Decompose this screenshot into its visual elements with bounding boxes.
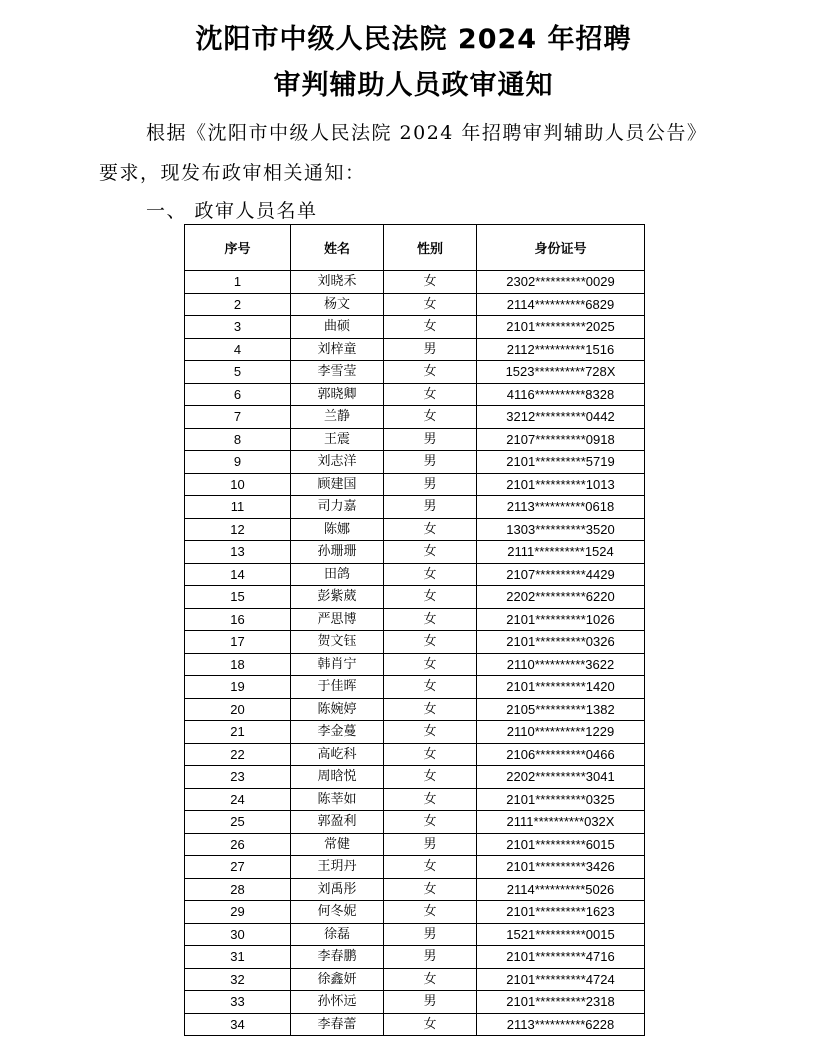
cell-name: 李雪莹 — [291, 361, 384, 384]
table-row — [185, 901, 645, 924]
cell-name: 兰静 — [291, 406, 384, 429]
cell-id-number: 2101**********3426 — [477, 856, 645, 879]
cell-name: 徐鑫妍 — [291, 968, 384, 991]
cell-id-number: 2202**********6220 — [477, 586, 645, 609]
cell-number: 24 — [185, 788, 291, 811]
cell-name: 彭紫葳 — [291, 586, 384, 609]
cell-number: 30 — [185, 923, 291, 946]
header-number: 序号 — [185, 225, 291, 271]
intro-paragraph-line-2: 要求，现发布政审相关通知： — [99, 162, 366, 184]
table-header-row — [185, 225, 645, 271]
table-row — [185, 788, 645, 811]
table-row — [185, 383, 645, 406]
cell-number: 16 — [185, 608, 291, 631]
table-row — [185, 361, 645, 384]
document-title-line-1: 沈阳市中级人民法院 2024 年招聘 — [195, 24, 632, 55]
cell-id-number: 2106**********0466 — [477, 743, 645, 766]
table-row — [185, 766, 645, 789]
table-row — [185, 923, 645, 946]
cell-id-number: 2110**********1229 — [477, 721, 645, 744]
table-row — [185, 878, 645, 901]
intro-paragraph-line-1: 根据《沈阳市中级人民法院 2024 年招聘审判辅助人员公告》 — [146, 122, 708, 144]
cell-number: 31 — [185, 946, 291, 969]
cell-id-number: 2111**********032X — [477, 811, 645, 834]
cell-id-number: 2101**********0325 — [477, 788, 645, 811]
cell-name: 韩肖宁 — [291, 653, 384, 676]
cell-gender: 女 — [384, 901, 477, 924]
cell-name: 陈婉婷 — [291, 698, 384, 721]
cell-id-number: 2114**********5026 — [477, 878, 645, 901]
cell-gender: 男 — [384, 923, 477, 946]
cell-gender: 男 — [384, 473, 477, 496]
cell-gender: 男 — [384, 833, 477, 856]
cell-id-number: 2101**********6015 — [477, 833, 645, 856]
cell-gender: 女 — [384, 518, 477, 541]
cell-id-number: 2113**********0618 — [477, 496, 645, 519]
cell-number: 8 — [185, 428, 291, 451]
cell-gender: 女 — [384, 811, 477, 834]
table-row — [185, 586, 645, 609]
cell-id-number: 2101**********4724 — [477, 968, 645, 991]
cell-number: 26 — [185, 833, 291, 856]
cell-number: 6 — [185, 383, 291, 406]
table-row — [185, 833, 645, 856]
cell-number: 33 — [185, 991, 291, 1014]
cell-id-number: 2101**********1026 — [477, 608, 645, 631]
header-name: 姓名 — [291, 225, 384, 271]
cell-name: 孙珊珊 — [291, 541, 384, 564]
cell-id-number: 2101**********2318 — [477, 991, 645, 1014]
cell-gender: 女 — [384, 586, 477, 609]
cell-gender: 男 — [384, 991, 477, 1014]
cell-id-number: 2202**********3041 — [477, 766, 645, 789]
table-row — [185, 293, 645, 316]
cell-gender: 女 — [384, 541, 477, 564]
table-row — [185, 968, 645, 991]
table-row — [185, 653, 645, 676]
cell-id-number: 3212**********0442 — [477, 406, 645, 429]
cell-number: 2 — [185, 293, 291, 316]
cell-number: 13 — [185, 541, 291, 564]
cell-gender: 女 — [384, 406, 477, 429]
table-row — [185, 338, 645, 361]
cell-gender: 女 — [384, 653, 477, 676]
cell-gender: 女 — [384, 361, 477, 384]
cell-gender: 女 — [384, 608, 477, 631]
cell-id-number: 2101**********2025 — [477, 316, 645, 339]
cell-id-number: 2112**********1516 — [477, 338, 645, 361]
cell-number: 27 — [185, 856, 291, 879]
cell-gender: 女 — [384, 878, 477, 901]
cell-number: 32 — [185, 968, 291, 991]
cell-gender: 女 — [384, 316, 477, 339]
table-row — [185, 946, 645, 969]
cell-number: 22 — [185, 743, 291, 766]
cell-id-number: 2101**********0326 — [477, 631, 645, 654]
cell-gender: 女 — [384, 631, 477, 654]
table-row — [185, 496, 645, 519]
table-body — [185, 271, 645, 1036]
table-row — [185, 743, 645, 766]
cell-number: 18 — [185, 653, 291, 676]
cell-number: 29 — [185, 901, 291, 924]
cell-number: 10 — [185, 473, 291, 496]
cell-name: 高屹科 — [291, 743, 384, 766]
cell-name: 杨文 — [291, 293, 384, 316]
cell-gender: 女 — [384, 383, 477, 406]
cell-name: 王玥丹 — [291, 856, 384, 879]
cell-name: 司力嘉 — [291, 496, 384, 519]
cell-id-number: 2101**********4716 — [477, 946, 645, 969]
cell-number: 15 — [185, 586, 291, 609]
cell-number: 28 — [185, 878, 291, 901]
cell-name: 郭晓卿 — [291, 383, 384, 406]
table-row — [185, 473, 645, 496]
cell-number: 5 — [185, 361, 291, 384]
cell-gender: 女 — [384, 856, 477, 879]
cell-name: 郭盈利 — [291, 811, 384, 834]
table-row — [185, 541, 645, 564]
table-row — [185, 406, 645, 429]
section-heading: 一、 政审人员名单 — [146, 200, 318, 222]
cell-gender: 女 — [384, 788, 477, 811]
cell-name: 徐磊 — [291, 923, 384, 946]
cell-number: 7 — [185, 406, 291, 429]
cell-number: 17 — [185, 631, 291, 654]
table-row — [185, 451, 645, 474]
cell-number: 11 — [185, 496, 291, 519]
cell-gender: 男 — [384, 496, 477, 519]
cell-id-number: 2101**********1623 — [477, 901, 645, 924]
cell-id-number: 2107**********0918 — [477, 428, 645, 451]
cell-name: 曲硕 — [291, 316, 384, 339]
cell-id-number: 1521**********0015 — [477, 923, 645, 946]
document-title-line-2: 审判辅助人员政审通知 — [273, 70, 554, 101]
cell-id-number: 1303**********3520 — [477, 518, 645, 541]
cell-gender: 男 — [384, 338, 477, 361]
cell-id-number: 4116**********8328 — [477, 383, 645, 406]
cell-number: 19 — [185, 676, 291, 699]
cell-name: 于佳晖 — [291, 676, 384, 699]
cell-gender: 女 — [384, 766, 477, 789]
table-row — [185, 316, 645, 339]
cell-gender: 女 — [384, 293, 477, 316]
cell-name: 贺文钰 — [291, 631, 384, 654]
table-row — [185, 698, 645, 721]
cell-id-number: 2107**********4429 — [477, 563, 645, 586]
table-row — [185, 518, 645, 541]
table-row — [185, 991, 645, 1014]
cell-number: 20 — [185, 698, 291, 721]
cell-id-number: 2110**********3622 — [477, 653, 645, 676]
table-row — [185, 811, 645, 834]
table-row — [185, 856, 645, 879]
cell-gender: 男 — [384, 428, 477, 451]
cell-number: 21 — [185, 721, 291, 744]
cell-number: 9 — [185, 451, 291, 474]
cell-gender: 女 — [384, 1013, 477, 1036]
header-id-number: 身份证号 — [477, 225, 645, 271]
candidate-table-container — [184, 224, 644, 1036]
cell-number: 3 — [185, 316, 291, 339]
table-header — [185, 225, 645, 271]
cell-gender: 女 — [384, 676, 477, 699]
cell-name: 陈莘如 — [291, 788, 384, 811]
cell-id-number: 2114**********6829 — [477, 293, 645, 316]
table-row — [185, 676, 645, 699]
cell-name: 顾建国 — [291, 473, 384, 496]
cell-name: 严思博 — [291, 608, 384, 631]
cell-gender: 女 — [384, 743, 477, 766]
cell-number: 12 — [185, 518, 291, 541]
cell-id-number: 2113**********6228 — [477, 1013, 645, 1036]
cell-gender: 女 — [384, 271, 477, 294]
cell-name: 刘志洋 — [291, 451, 384, 474]
cell-id-number: 2101**********5719 — [477, 451, 645, 474]
cell-gender: 男 — [384, 451, 477, 474]
table-row — [185, 721, 645, 744]
table-row — [185, 1013, 645, 1036]
cell-name: 刘禹彤 — [291, 878, 384, 901]
cell-name: 刘晓禾 — [291, 271, 384, 294]
cell-name: 常健 — [291, 833, 384, 856]
cell-gender: 女 — [384, 721, 477, 744]
cell-number: 25 — [185, 811, 291, 834]
cell-name: 李金蔓 — [291, 721, 384, 744]
cell-name: 王震 — [291, 428, 384, 451]
cell-gender: 男 — [384, 946, 477, 969]
table-row — [185, 563, 645, 586]
table-row — [185, 608, 645, 631]
cell-name: 陈娜 — [291, 518, 384, 541]
cell-number: 23 — [185, 766, 291, 789]
cell-id-number: 2111**********1524 — [477, 541, 645, 564]
cell-number: 1 — [185, 271, 291, 294]
cell-name: 刘梓童 — [291, 338, 384, 361]
cell-number: 4 — [185, 338, 291, 361]
cell-name: 李春蕾 — [291, 1013, 384, 1036]
cell-name: 田鸽 — [291, 563, 384, 586]
cell-name: 李春鹏 — [291, 946, 384, 969]
table-row — [185, 271, 645, 294]
cell-id-number: 2105**********1382 — [477, 698, 645, 721]
cell-number: 14 — [185, 563, 291, 586]
cell-number: 34 — [185, 1013, 291, 1036]
cell-name: 孙怀远 — [291, 991, 384, 1014]
candidate-table — [184, 224, 645, 1036]
table-row — [185, 631, 645, 654]
header-gender: 性别 — [384, 225, 477, 271]
cell-name: 何冬妮 — [291, 901, 384, 924]
table-row — [185, 428, 645, 451]
cell-id-number: 2101**********1420 — [477, 676, 645, 699]
cell-gender: 女 — [384, 968, 477, 991]
cell-id-number: 1523**********728X — [477, 361, 645, 384]
cell-name: 周晗悦 — [291, 766, 384, 789]
cell-id-number: 2302**********0029 — [477, 271, 645, 294]
cell-id-number: 2101**********1013 — [477, 473, 645, 496]
cell-gender: 女 — [384, 698, 477, 721]
cell-gender: 女 — [384, 563, 477, 586]
